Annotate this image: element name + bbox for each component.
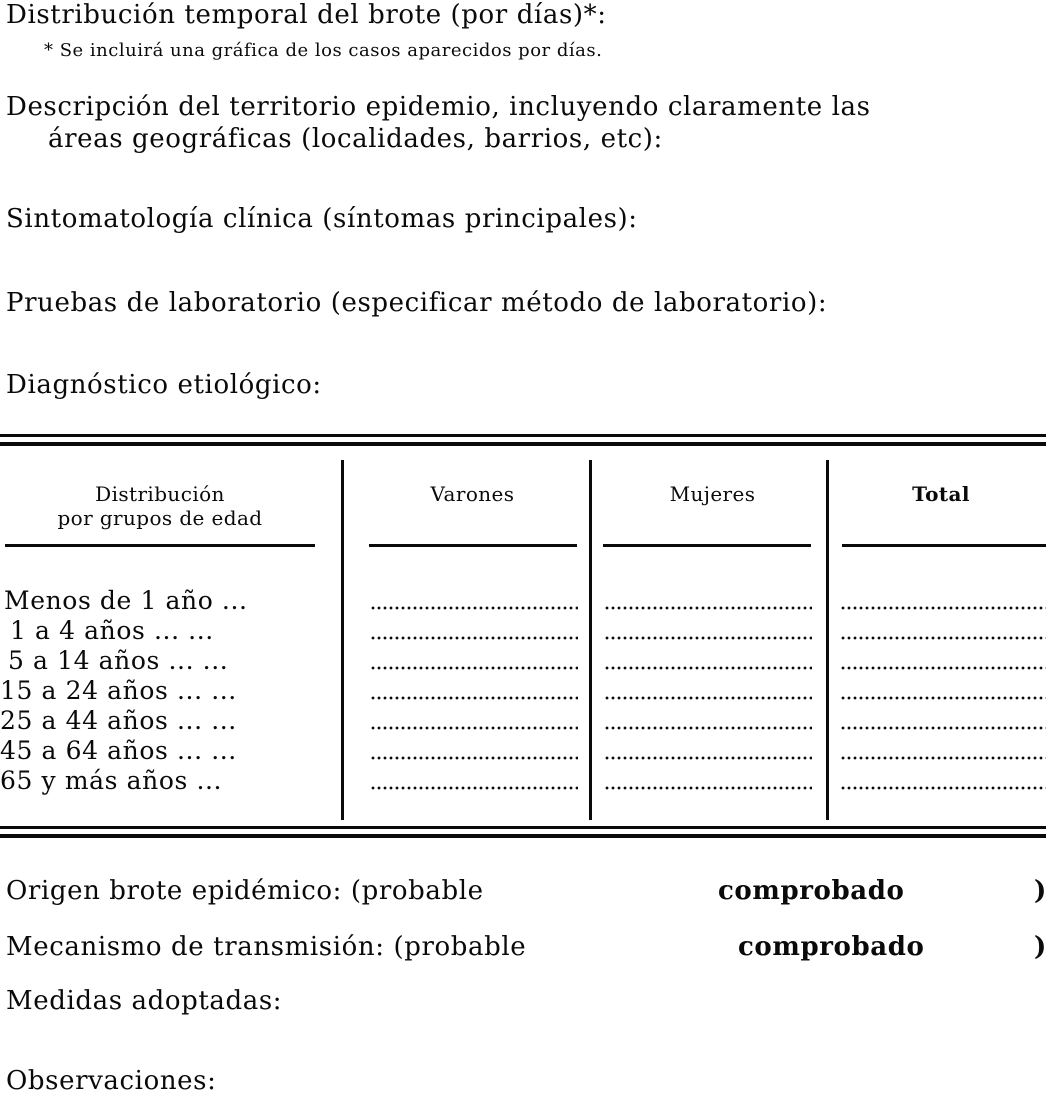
observaciones-label: Observaciones: — [6, 1066, 217, 1096]
row-label-1-4: 1 a 4 años ... ... — [10, 616, 214, 645]
pruebas-laboratorio-label: Pruebas de laboratorio (especificar método de laboratorio): — [6, 288, 828, 318]
dotted-field-varones[interactable] — [370, 726, 578, 730]
dotted-field-total[interactable] — [840, 696, 1046, 700]
dotted-field-mujeres[interactable] — [604, 666, 812, 670]
distribucion-temporal-label: Distribución temporal del brote (por días)*: — [6, 0, 607, 30]
mecanismo-close-paren: ) — [1034, 932, 1047, 962]
dotted-field-total[interactable] — [840, 666, 1046, 670]
header-age-group-line1: Distribución — [95, 482, 225, 506]
column-divider — [589, 460, 592, 820]
header-total: Total — [912, 482, 970, 506]
dotted-field-mujeres[interactable] — [604, 636, 812, 640]
column-divider — [341, 460, 344, 820]
dotted-field-mujeres[interactable] — [604, 786, 812, 790]
dotted-field-varones[interactable] — [370, 666, 578, 670]
dotted-field-mujeres[interactable] — [604, 726, 812, 730]
table-top-rule — [0, 434, 1046, 437]
column-divider — [826, 460, 829, 820]
row-label-45-64: 45 a 64 años ... ... — [0, 736, 237, 765]
dotted-field-mujeres[interactable] — [604, 696, 812, 700]
table-top-rule-thick — [0, 442, 1046, 446]
dotted-field-varones[interactable] — [370, 636, 578, 640]
origen-comprobado-label: comprobado — [718, 876, 905, 906]
sintomatologia-label: Sintomatología clínica (síntomas principales): — [6, 204, 638, 234]
header-age-group — [0, 482, 320, 530]
header-age-group-line2: por grupos de edad — [57, 506, 263, 530]
header-mujeres: Mujeres — [669, 482, 756, 506]
dotted-field-total[interactable] — [840, 756, 1046, 760]
descripcion-territorio-label-line2: áreas geográficas (localidades, barrios, etc): — [48, 124, 663, 154]
row-label-25-44: 25 a 44 años ... ... — [0, 706, 237, 735]
origen-close-paren: ) — [1034, 876, 1047, 906]
dotted-field-total[interactable] — [840, 606, 1046, 610]
mecanismo-transmision-label: Mecanismo de transmisión: (probable — [6, 932, 527, 962]
row-label-menos-1: Menos de 1 año ... — [4, 586, 248, 615]
dotted-field-total[interactable] — [840, 636, 1046, 640]
dotted-field-total[interactable] — [840, 726, 1046, 730]
table-bottom-rule-thick — [0, 834, 1046, 838]
descripcion-territorio-label-line1: Descripción del territorio epidemio, incluyendo claramente las — [6, 92, 871, 122]
dotted-field-mujeres[interactable] — [604, 606, 812, 610]
dotted-field-varones[interactable] — [370, 756, 578, 760]
dotted-field-varones[interactable] — [370, 696, 578, 700]
header-varones: Varones — [430, 482, 515, 506]
footnote-grafica: * Se incluirá una gráfica de los casos aparecidos por días. — [44, 40, 603, 61]
row-label-5-14: 5 a 14 años ... ... — [8, 646, 229, 675]
mecanismo-comprobado-label: comprobado — [738, 932, 925, 962]
header-underline-age — [5, 544, 315, 547]
origen-brote-label: Origen brote epidémico: (probable — [6, 876, 484, 906]
header-underline-mujeres — [603, 544, 811, 547]
header-underline-varones — [369, 544, 577, 547]
medidas-adoptadas-label: Medidas adoptadas: — [6, 986, 283, 1016]
diagnostico-etiologico-label: Diagnóstico etiológico: — [6, 370, 322, 400]
dotted-field-total[interactable] — [840, 786, 1046, 790]
dotted-field-varones[interactable] — [370, 606, 578, 610]
table-bottom-rule — [0, 826, 1046, 829]
row-label-15-24: 15 a 24 años ... ... — [0, 676, 237, 705]
dotted-field-mujeres[interactable] — [604, 756, 812, 760]
dotted-field-varones[interactable] — [370, 786, 578, 790]
row-label-65-mas: 65 y más años ... — [0, 766, 223, 795]
header-underline-total — [842, 544, 1046, 547]
